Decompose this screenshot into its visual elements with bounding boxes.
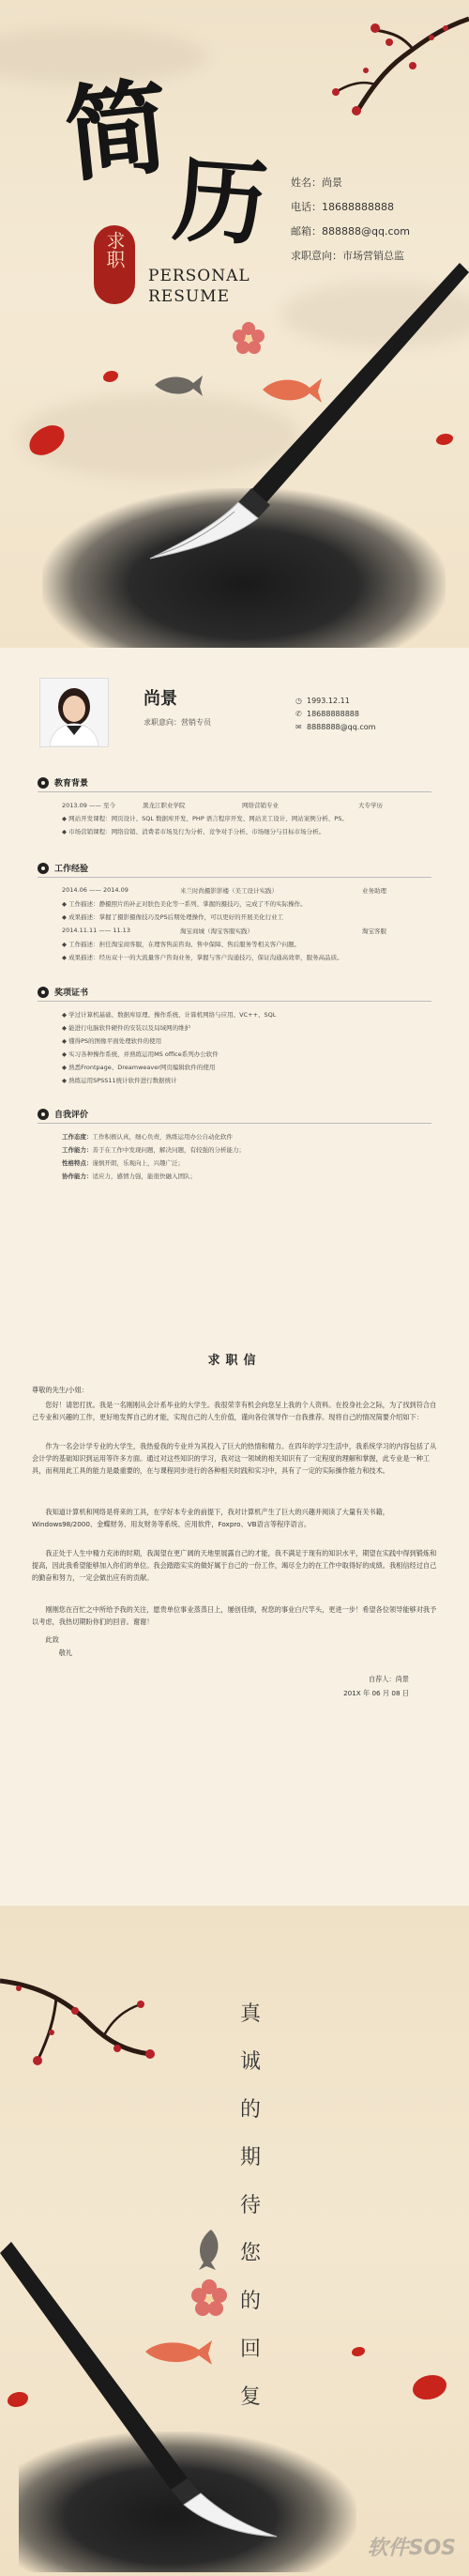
eval-icon [38, 1109, 49, 1120]
thanks-char: 您 [239, 2242, 261, 2265]
letter-paragraph: 作为一名会计学专业的大学生，我热爱我的专业并为其投入了巨大的热情和精力。在四年的学习生活中，我系统学习的内容包括了从会计学的基础知识到运用等许多方面。通过对这些知识的学习，我对这一领域的相关知识有了一定程度的理解和掌握，此专业是一种工具，而利用此工具的能力是最重要的，在与课程同步进行的各种相关时践和实习中，具有了一定的实际操作能力和技术。 [32, 1442, 437, 1475]
list-item: ◆ 熟悉Frontpage、Dreamweaver网页编辑软件的使用 [62, 1064, 216, 1071]
divider [38, 877, 431, 878]
letter-closing: 敬礼 [58, 1648, 73, 1657]
cover-email: 邮箱：888888@qq.com [291, 225, 410, 238]
petal [413, 2375, 446, 2400]
education-icon [38, 777, 49, 789]
email: 8888888@qq.com [307, 723, 376, 731]
letter-paragraph: 您好！请恕打扰。我是一名刚刚从会计系毕业的大学生。我很荣幸有机会向您呈上我的个人资料。在投身社会之际，为了找到符合自己专业和兴趣的工作，更好地发挥自己的才能，实现自己的人生价值，谨向各位领导作一自我推荐。现将自己的情况简要介绍如下： [32, 1401, 437, 1421]
award-icon [38, 987, 49, 998]
cert-section [38, 986, 88, 998]
job1-role: 业务助理 [362, 887, 386, 895]
resume-en-line1: PERSONAL [148, 267, 250, 285]
plum-branch-illustration [0, 1943, 169, 2093]
list-item: ◆ 工作描述：静摄照片的补正对肤色美化等一系列、掌握的摄技巧，完成了不的实际操作。 [62, 900, 307, 908]
divider [38, 1123, 431, 1124]
work-icon [38, 863, 49, 874]
list-item: 性格特点：谨慎开朗，乐观向上，兴趣广泛； [62, 1159, 184, 1167]
watermark: 软件SOS [367, 2537, 456, 2560]
thanks-char: 待 [239, 2194, 261, 2217]
job-seal [94, 225, 135, 304]
list-item: ◆ 工作描述：担任淘宝商客服，在理客售前咨询、售中保障、售后服务等相关客户问题。 [62, 941, 301, 948]
education-title: 教育背景 [54, 779, 89, 789]
job2-period: 2014.11.11 —— 11.13 [62, 927, 130, 934]
eval-title: 自我评价 [54, 1111, 89, 1120]
list-item: 工作态度：工作积极认真，细心负责，熟练运用办公自动化软件 [62, 1133, 233, 1141]
job1-period: 2014.06 —— 2014.09 [62, 886, 129, 894]
resume-section [0, 648, 469, 1305]
cover-letter-section [0, 1305, 469, 1906]
edu-degree: 大专学历 [358, 802, 383, 809]
cover-phone: 电话：18688888888 [291, 201, 394, 213]
cover-intent: 求职意向：市场营销总监 [291, 250, 404, 262]
letter-paragraph: 刚刚您在百忙之中所给予我的关注，愿贵单位事业蒸蒸日上，屡创佳绩，祝您的事业白尺竿头，更进一步！希望各位领导能够对我予以考虑，我热切期盼你们的回音。谢谢！ [32, 1605, 437, 1626]
list-item: ◆ 网站开发课程：网页设计、SQL 数据库开发、PHP 语言程序开发、网站美工设计、网站案例分析、PS。 [62, 815, 348, 822]
plum-branch-illustration [319, 0, 469, 141]
letter-signer: 自荐人：尚景 [368, 1675, 409, 1683]
divider [38, 791, 431, 792]
letter-greeting: 尊敬的先生/小姐： [32, 1386, 88, 1394]
job2-company: 淘宝商城（淘宝客服实践） [180, 928, 253, 935]
avatar [39, 678, 109, 747]
education-section [38, 776, 88, 789]
brush-illustration [0, 2187, 281, 2544]
thanks-char: 期 [239, 2146, 261, 2170]
cert-title: 奖项证书 [54, 989, 89, 998]
list-item: ◆ 成果描述：掌握了摄影摄像技巧及PS后期处理操作，可以更好的开展美化行业工 [62, 913, 284, 921]
divider [38, 1001, 431, 1002]
thanks-char: 回 [239, 2338, 261, 2361]
phone-icon: ✆ [295, 710, 302, 718]
list-item: ◆ 能进行电脑软件硬件的安装以及局域网的维护 [62, 1024, 191, 1032]
list-item: 协作能力：适应力，感情力强，能很快融入团队； [62, 1173, 196, 1180]
eval-section [38, 1108, 88, 1120]
thanks-char: 复 [239, 2385, 261, 2409]
edu-school: 黑龙江职业学院 [143, 802, 186, 809]
letter-closing: 此致 [45, 1635, 59, 1644]
clock-icon: ◷ [295, 697, 302, 705]
thanks-char: 真 [239, 2002, 261, 2026]
seal-text: 求职 [103, 231, 126, 268]
resume-en-line2: RESUME [148, 287, 230, 306]
work-section [38, 862, 88, 874]
title-char-2: 历 [170, 143, 271, 261]
phone: 18688888888 [307, 710, 359, 718]
list-item: ◆ 成果描述：经历双十一的大流量客户咨询业务，掌握与客户沟通技巧，保证沟通高效率，服务高品质。 [62, 954, 343, 961]
cover-name: 姓名：尚景 [291, 176, 342, 189]
thanks-char: 诚 [239, 2050, 261, 2074]
list-item: ◆ 市场营销课程：网络营销、消费者市场及行为分析、竞争对手分析、市场细分与目标市场分析。 [62, 828, 325, 836]
person-photo-icon [40, 679, 108, 746]
list-item: ◆ 懂得PS的图像平面处理软件的使用 [62, 1037, 162, 1045]
job2-role: 淘宝客服 [362, 928, 386, 935]
brush-illustration [141, 253, 469, 573]
title-char-1: 简 [59, 65, 175, 197]
job1-company: 米兰时尚摄影影楼（美工设计实践） [180, 887, 278, 895]
letter-title: 求职信 [207, 1354, 262, 1368]
resume-name: 尚景 [144, 689, 177, 709]
birthday: 1993.12.11 [307, 697, 350, 705]
work-title: 工作经验 [54, 865, 89, 874]
edu-period: 2013.09 —— 至今 [62, 802, 116, 809]
letter-date: 201X 年 06 月 08 日 [343, 1689, 409, 1697]
cover-section [0, 0, 469, 648]
list-item: ◆ 实习各种操作系统，并熟练运用MS office系列办公软件 [62, 1050, 219, 1058]
thanks-char: 的 [239, 2098, 261, 2122]
thanks-char: 的 [239, 2290, 261, 2313]
letter-paragraph: 我知道计算机和网络是将来的工具，在学好本专业的前提下，我对计算机产生了巨大的兴趣并阅读了大量有关书籍，Windows98/2000、金蝶财务、用友财务等系统、应用软件，Foxpro、VB语言等程序语言。 [32, 1508, 389, 1528]
letter-paragraph: 我正处于人生中精力充沛的时期，我渴望在更广阔的天地里展露自己的才能，我不满足于现有的知识水平，期望在实践中得到锻炼和提高，因此我希望能够加入你们的单位。我会踏踏实实的做好属于自己的一份工作，竭尽全力的在工作中取得好的成绩。我相信经过自己的勤奋和努力，一定会做出应有的贡献。 [32, 1549, 437, 1582]
list-item: ◆ 学过计算机基础、数据库原理、操作系统、计算机网络与应用、VC++、SQL [62, 1011, 277, 1019]
edu-major: 网络营销专业 [242, 802, 279, 809]
email-icon: ✉ [295, 723, 302, 731]
list-item: 工作能力：善于在工作中发现问题，解决问题，有较强的分析能力； [62, 1146, 245, 1154]
petal [103, 371, 118, 382]
resume-contact [295, 695, 375, 734]
petal [352, 2347, 365, 2356]
list-item: ◆ 熟练运用SPSS11统计软件进行数据统计 [62, 1077, 177, 1084]
resume-job-intent: 求职意向：营销专员 [144, 718, 211, 727]
back-cover-section [0, 1906, 469, 2576]
